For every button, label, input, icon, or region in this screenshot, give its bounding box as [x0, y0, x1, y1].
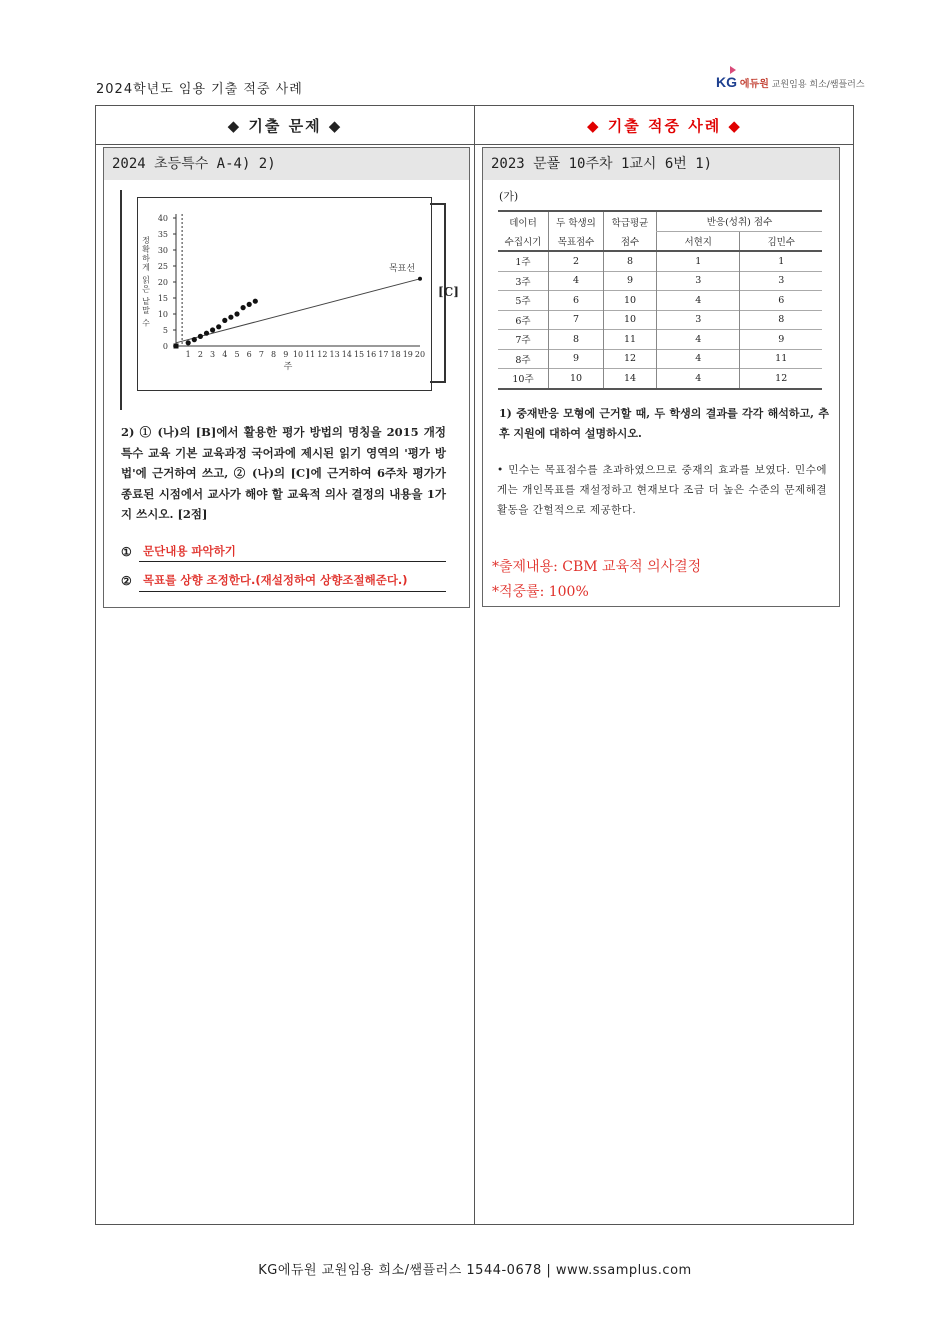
brand-edu: 에듀원: [739, 79, 769, 90]
table-cell: 10: [604, 310, 657, 330]
x-tick-label: 19: [402, 350, 413, 359]
table-row: [498, 251, 822, 271]
x-tick-label: 14: [341, 350, 352, 359]
y-tick-label: 15: [157, 294, 168, 303]
data-point: [228, 315, 233, 320]
data-point: [198, 334, 203, 339]
answer2-number: ②: [121, 574, 132, 588]
table-row: [498, 369, 822, 389]
table-cell: 3주: [515, 276, 531, 288]
table-cell: 11: [604, 330, 657, 350]
x-tick-label: 13: [329, 350, 340, 359]
table-cell: 3: [657, 310, 740, 330]
data-point: [222, 318, 227, 323]
table-row: [498, 310, 822, 330]
y-tick-label: 35: [157, 230, 168, 239]
x-tick-label: 5: [234, 350, 240, 359]
x-tick-label: 18: [390, 350, 401, 359]
table-header-cell: 김민수: [740, 231, 822, 251]
logo-flag-icon: [730, 66, 736, 74]
answer2-text: 목표를 상향 조정한다.(재설정하여 상향조절해준다.): [143, 573, 408, 587]
page-footer: KG에듀원 교원임용 희소/쌤플러스 1544-0678 | www.ssamplus.com: [258, 1263, 692, 1278]
table-row: [498, 291, 822, 311]
table-cell: 4: [657, 291, 740, 311]
y-axis-label: 정확하게 읽은 낱말 수: [141, 236, 151, 328]
goal-point: [418, 277, 422, 281]
data-point: [210, 327, 215, 332]
x-tick-label: 11: [305, 350, 316, 359]
exam-question-body: 2) ① (나)의 [B]에서 활용한 평가 방법의 명칭을 2015 개정 특수 교육 기본 교육과정 국어과에 제시된 읽기 영역의 '평가 방법'에 근거하여 쓰고, ② (나)의 [C]에 근거하여 6주차 평가가 종료된 시점에서 교사가 해야 할 교육적 의사 결정의 내용을 1가지 쓰시오. [2점]: [121, 425, 446, 521]
hit-content: *출제내용: CBM 교육적 의사결정: [492, 559, 702, 575]
table-cell: 10주: [512, 374, 534, 386]
answer1-number: ①: [121, 544, 132, 559]
x-tick-label: 6: [246, 350, 252, 359]
table-header-cell: 학급평균: [604, 211, 657, 231]
table-header-cell: 수집시기: [504, 236, 542, 248]
x-tick-label: 7: [258, 350, 264, 359]
table-header-cell: 두 학생의: [549, 211, 604, 231]
data-point: [253, 299, 258, 304]
table-cell: 11: [740, 349, 822, 369]
table-cell: 1주: [515, 257, 531, 269]
bracket-c-label: [C]: [438, 285, 459, 299]
x-tick-label: 2: [197, 350, 203, 359]
table-cell: 1: [657, 251, 740, 271]
x-tick-label: 16: [366, 350, 377, 359]
y-tick-label: 40: [157, 214, 168, 223]
x-axis-label: 주: [283, 362, 293, 372]
x-tick-label: 9: [283, 350, 289, 359]
hit-case-question: 1) 중재반응 모형에 근거할 때, 두 학생의 결과를 각각 해석하고, 추후 지원에 대하여 설명하시오.: [499, 407, 829, 440]
table-header-cell: 점수: [604, 231, 657, 251]
x-tick-label: 17: [378, 350, 389, 359]
table-header-row: [498, 231, 822, 251]
table-cell: 3: [657, 271, 740, 291]
y-tick-label: 30: [157, 246, 168, 255]
answer1-text: 문단내용 파악하기: [143, 543, 236, 558]
score-data-table: [498, 210, 822, 390]
data-point: [216, 324, 221, 329]
x-tick-label: 3: [210, 350, 216, 359]
document-title: 2024학년도 임용 기출 적중 사례: [96, 82, 303, 97]
x-tick-label: 10: [292, 350, 304, 359]
table-cell: 10: [549, 369, 604, 389]
goal-line: [176, 279, 420, 343]
table-cell: 6: [740, 291, 822, 311]
x-tick-label: 12: [317, 350, 328, 359]
table-header-cell: 반응(성취) 점수: [657, 211, 823, 231]
left-column-header: ◆ 기출 문제 ◆: [227, 117, 343, 135]
x-tick-label: 4: [222, 350, 228, 359]
table-cell: 10: [604, 291, 657, 311]
hit-info: [492, 555, 701, 605]
table-cell: 12: [604, 349, 657, 369]
data-point: [204, 331, 209, 336]
side-bar-marker: [120, 190, 122, 410]
data-point: [241, 305, 246, 310]
x-tick-label: 20: [414, 350, 426, 359]
x-tick-label: 15: [353, 350, 365, 359]
x-tick-label: 8: [271, 350, 277, 359]
y-tick-label: 0: [162, 342, 168, 351]
table-cell: 7주: [515, 335, 531, 347]
table-row: [498, 349, 822, 369]
table-header-row: [498, 211, 822, 231]
hit-rate: *적중률: 100%: [492, 584, 589, 600]
table-cell: 4: [657, 349, 740, 369]
y-tick-label: 20: [157, 278, 168, 287]
table-cell: 8: [604, 251, 657, 271]
reading-progress-chart: [138, 198, 431, 390]
right-column-header: ◆ 기출 적중 사례 ◆: [587, 117, 742, 135]
brand-kg: KG: [716, 74, 737, 90]
table-cell: 8: [740, 310, 822, 330]
goal-line-label: 목표선: [388, 263, 416, 274]
table-cell: 4: [549, 271, 604, 291]
data-point: [234, 311, 239, 316]
table-cell: 8: [549, 330, 604, 350]
table-cell: 1: [740, 251, 822, 271]
brand-text: 교원임용 희소/쌤플러스: [771, 80, 865, 90]
table-header-cell: 목표점수: [549, 231, 604, 251]
y-tick-label: 25: [157, 262, 168, 271]
table-cell: 2: [549, 251, 604, 271]
hit-case-title: 2023 문풀 10주차 1교시 6번 1): [483, 148, 839, 180]
table-cell: 7: [549, 310, 604, 330]
exam-question-title: 2024 초등특수 A-4) 2): [104, 148, 469, 180]
table-row: [498, 330, 822, 350]
data-point: [247, 302, 252, 307]
table-cell: 5주: [515, 296, 531, 308]
chart-frame: [137, 197, 432, 391]
header-divider: [95, 144, 854, 145]
y-tick-label: 10: [157, 310, 168, 319]
table-cell: 4: [657, 330, 740, 350]
data-point: [186, 340, 191, 345]
exam-question-text: [121, 422, 446, 592]
data-point: [192, 337, 197, 342]
column-divider: [474, 105, 475, 1225]
table-header-cell: 데이터: [509, 217, 537, 229]
baseline-point: [174, 344, 179, 349]
table-cell: 3: [740, 271, 822, 291]
table-cell: 6: [549, 291, 604, 311]
table-cell: 9: [740, 330, 822, 350]
brand-logo: [716, 66, 865, 92]
table-cell: 12: [740, 369, 822, 389]
table-cell: 4: [657, 369, 740, 389]
y-tick-label: 5: [162, 326, 168, 335]
table-cell: 8주: [515, 354, 531, 366]
table-header-cell: 서현지: [657, 231, 740, 251]
table-cell: 6주: [515, 315, 531, 327]
hit-case-answer: • 민수는 목표점수를 초과하였으므로 중재의 효과를 보였다. 민수에게는 개인목표를 재설정하고 현재보다 조금 더 높은 수준의 문제해결 활동을 간헐적으로 제공한다.: [497, 464, 827, 516]
table-cell: 9: [549, 349, 604, 369]
table-cell: 14: [604, 369, 657, 389]
data-tag: (가): [499, 190, 519, 203]
x-tick-label: 1: [185, 350, 191, 359]
table-row: [498, 271, 822, 291]
table-cell: 9: [604, 271, 657, 291]
